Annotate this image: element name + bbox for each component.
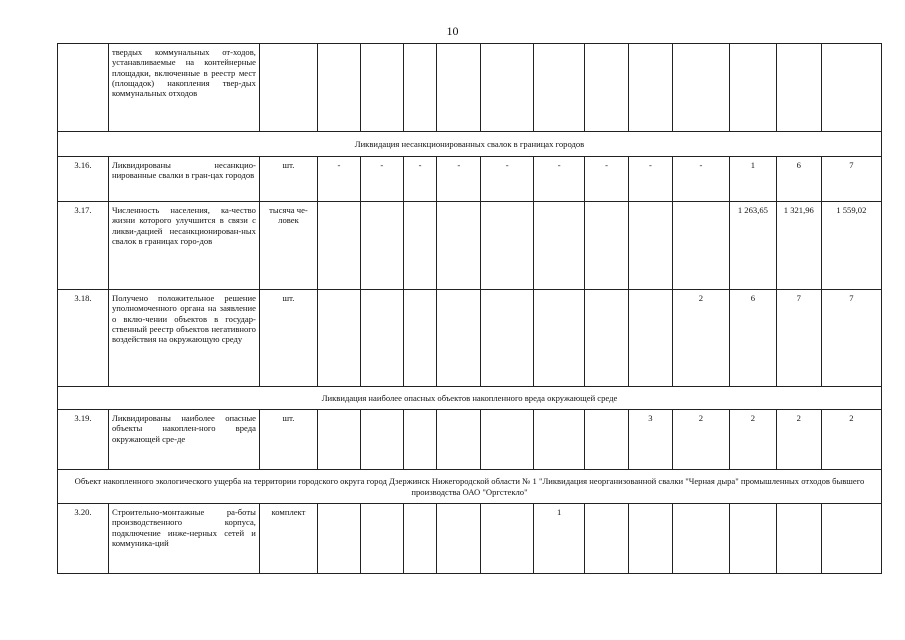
value-cell — [360, 202, 403, 290]
value-cell — [672, 504, 729, 574]
value-cell — [821, 44, 881, 132]
row-number: 3.16. — [58, 157, 109, 202]
value-cell — [534, 202, 585, 290]
indicator-name: Ликвидированы наиболее опасные объекты накоплен-ного вреда окружающей сре-де — [108, 410, 259, 470]
section-title: Ликвидация несанкционированных свалок в границах городов — [58, 132, 882, 157]
value-cell: 7 — [821, 157, 881, 202]
value-cell — [821, 504, 881, 574]
value-cell — [360, 504, 403, 574]
value-cell — [437, 410, 481, 470]
value-cell: - — [360, 157, 403, 202]
value-cell: 1 321,96 — [776, 202, 821, 290]
unit-of-measure: комплект — [259, 504, 317, 574]
value-cell — [534, 290, 585, 387]
value-cell: 2 — [821, 410, 881, 470]
value-cell: - — [672, 157, 729, 202]
indicator-name: Численность населения, ка-чество жизни которого улучшится в связи с ликви-дацией несанкционирован-ных свалок в границах горо-дов — [108, 202, 259, 290]
value-cell: 1 559,02 — [821, 202, 881, 290]
unit-of-measure: шт. — [259, 410, 317, 470]
value-cell: 1 — [534, 504, 585, 574]
unit-of-measure: тысяча че-ловек — [259, 202, 317, 290]
value-cell: - — [437, 157, 481, 202]
value-cell: 2 — [729, 410, 776, 470]
value-cell — [360, 290, 403, 387]
row-number: 3.17. — [58, 202, 109, 290]
value-cell: 7 — [821, 290, 881, 387]
value-cell — [481, 202, 534, 290]
value-cell — [318, 44, 361, 132]
value-cell — [729, 504, 776, 574]
value-cell — [585, 410, 629, 470]
table-row — [58, 202, 882, 290]
value-cell: 1 263,65 — [729, 202, 776, 290]
indicator-name: Получено положительное решение уполномоченного органа на заявление о вклю-чении объектов в государ-ственный реестр объектов негативного воздействия на окружающую среду — [108, 290, 259, 387]
value-cell — [729, 44, 776, 132]
value-cell — [318, 202, 361, 290]
value-cell: - — [481, 157, 534, 202]
value-cell: 3 — [629, 410, 673, 470]
value-cell: 7 — [776, 290, 821, 387]
value-cell — [437, 504, 481, 574]
value-cell — [585, 290, 629, 387]
value-cell — [437, 202, 481, 290]
value-cell: 2 — [776, 410, 821, 470]
table-row — [58, 157, 882, 202]
value-cell — [534, 44, 585, 132]
unit-of-measure: шт. — [259, 157, 317, 202]
value-cell: 2 — [672, 290, 729, 387]
value-cell — [403, 504, 437, 574]
value-cell: 2 — [672, 410, 729, 470]
indicator-name: твердых коммунальных от-ходов, устанавливаемые на контейнерные площадки, включенные в реестр мест (площадок) накопления твер-дых коммунальных отходов — [108, 44, 259, 132]
row-number: 3.18. — [58, 290, 109, 387]
value-cell — [318, 504, 361, 574]
value-cell: 1 — [729, 157, 776, 202]
value-cell — [437, 290, 481, 387]
value-cell — [403, 202, 437, 290]
value-cell — [629, 202, 673, 290]
value-cell — [534, 410, 585, 470]
row-number — [58, 44, 109, 132]
row-number: 3.20. — [58, 504, 109, 574]
table-row — [58, 290, 882, 387]
value-cell — [585, 504, 629, 574]
indicators-table — [57, 43, 882, 574]
value-cell — [629, 290, 673, 387]
value-cell: 6 — [776, 157, 821, 202]
value-cell — [403, 290, 437, 387]
value-cell: - — [318, 157, 361, 202]
value-cell — [481, 504, 534, 574]
value-cell — [585, 44, 629, 132]
unit-of-measure — [259, 44, 317, 132]
table-row — [58, 504, 882, 574]
value-cell: - — [585, 157, 629, 202]
value-cell — [672, 44, 729, 132]
value-cell — [403, 410, 437, 470]
value-cell — [776, 504, 821, 574]
row-number: 3.19. — [58, 410, 109, 470]
table-row — [58, 410, 882, 470]
value-cell — [629, 504, 673, 574]
section-title: Ликвидация наиболее опасных объектов накопленного вреда окружающей среде — [58, 387, 882, 410]
value-cell — [481, 290, 534, 387]
value-cell — [481, 44, 534, 132]
value-cell — [360, 44, 403, 132]
table-row — [58, 44, 882, 132]
value-cell — [672, 202, 729, 290]
value-cell: - — [629, 157, 673, 202]
value-cell — [585, 202, 629, 290]
value-cell — [403, 44, 437, 132]
value-cell — [776, 44, 821, 132]
section-row — [58, 132, 882, 157]
section-row — [58, 470, 882, 504]
indicator-name: Ликвидированы несанкцио-нированные свалки в гран-цах городов — [108, 157, 259, 202]
value-cell: - — [534, 157, 585, 202]
value-cell: - — [403, 157, 437, 202]
value-cell — [629, 44, 673, 132]
value-cell — [318, 410, 361, 470]
value-cell — [437, 44, 481, 132]
value-cell — [481, 410, 534, 470]
indicator-name: Строительно-монтажные ра-боты производственного корпуса, подключение инже-нерных сетей и коммуника-ций — [108, 504, 259, 574]
page-number: 10 — [446, 24, 459, 38]
value-cell — [318, 290, 361, 387]
section-title: Объект накопленного экологического ущерба на территории городского округа город Дзержинск Нижегородской области № 1 "Ликвидация неорганизованной свалки "Черная дыра" промышленных отходов бывшего производства ОАО "Оргстекло" — [58, 470, 882, 504]
section-row — [58, 387, 882, 410]
value-cell: 6 — [729, 290, 776, 387]
value-cell — [360, 410, 403, 470]
unit-of-measure: шт. — [259, 290, 317, 387]
